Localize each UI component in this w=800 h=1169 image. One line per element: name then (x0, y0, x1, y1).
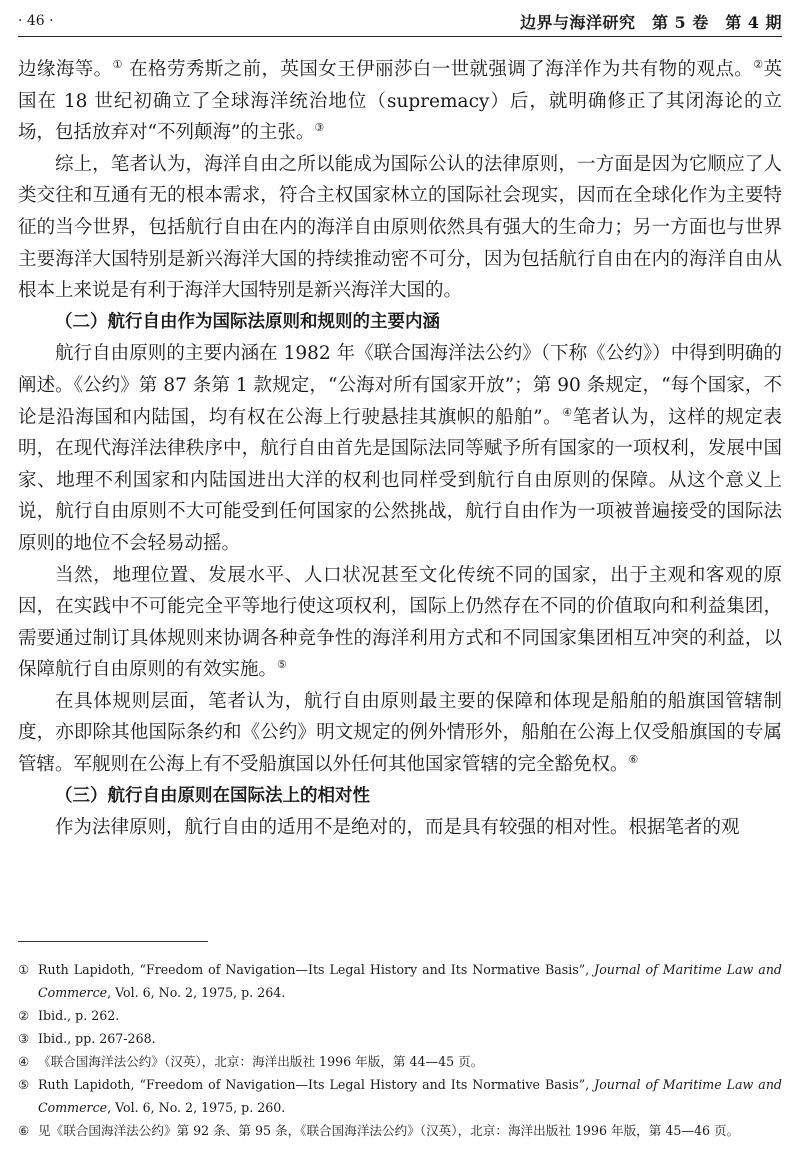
page-number: · 46 · (18, 13, 54, 29)
footnote-mark: ④ (18, 1054, 30, 1069)
section-heading: （二）航行自由作为国际法原则和规则的主要内涵 (55, 311, 440, 332)
section-heading: （三）航行自由原则在国际法上的相对性 (55, 785, 370, 806)
footnote-item (18, 1050, 782, 1073)
paragraph: 当然，地理位置、发展水平、人口状况甚至文化传统不同的国家，出于主观和客观的原因，在实践中不可能完全平等地行使这项权利，国际上仍然存在不同的价值取向和利益集团，需要通过制订具体规则来协调各种竞争性的海洋利用方式和不同国家集团相互冲突的利益，以保障航行自由原则的有效实施。⑤ (18, 564, 782, 681)
footnote-text: 《联合国海洋法公约》（汉英），北京：海洋出版社 1996 年版，第 44—45 页。 (38, 1054, 484, 1069)
journal-issue: 边界与海洋研究 第 5 卷 第 4 期 (519, 13, 782, 32)
paragraph: 在具体规则层面，笔者认为，航行自由原则最主要的保障和体现是船舶的船旗国管辖制度，亦即除其他国际条约和《公约》明文规定的例外情形外，船舶在公海上仅受船旗国的专属管辖。军舰则在公海上有不受船旗国以外任何其他国家管辖的完全豁免权。⑥ (18, 690, 782, 776)
paragraph: 边缘海等。① 在格劳秀斯之前，英国女王伊丽莎白一世就强调了海洋作为共有物的观点。②英国在 18 世纪初确立了全球海洋统治地位（supremacy）后，就明确修正了其闭海论的立场，包括放弃对“不列颠海”的主张。③ (18, 58, 782, 144)
footnote-ref[interactable]: ② (753, 58, 764, 71)
footnote-text: Ruth Lapidoth, “Freedom of Navigation—Its Legal History and Its Normative Basis”, Journal of Maritime Law and Commerce, Vol. 6, No. 2, 1975, p. 264. (38, 962, 782, 1000)
paragraph: 作为法律原则，航行自由的适用不是绝对的，而是具有较强的相对性。根据笔者的观 (55, 817, 740, 839)
footnote-item (18, 1073, 782, 1119)
footnote-item (18, 1027, 782, 1050)
footnote-mark: ① (18, 962, 30, 977)
footnote-mark: ⑥ (18, 1123, 30, 1138)
footnote-text: 见《联合国海洋法公约》第 92 条、第 95 条，《联合国海洋法公约》（汉英），北京：海洋出版社 1996 年版，第 45—46 页。 (38, 1123, 740, 1138)
footnote-text: Ibid., p. 262. (38, 1008, 120, 1023)
footnote-mark: ⑤ (18, 1077, 30, 1092)
footnote-text: Ibid., pp. 267-268. (38, 1031, 156, 1046)
footnote-divider (18, 941, 208, 942)
footnote-mark: ② (18, 1008, 30, 1023)
article-body (18, 54, 782, 844)
footnote-ref[interactable]: ③ (314, 121, 325, 135)
paragraph: 综上，笔者认为，海洋自由之所以能成为国际公认的法律原则，一方面是因为它顺应了人类交往和互通有无的根本需求，符合主权国家林立的国际社会现实，因而在全球化作为主要特征的当今世界，包括航行自由在内的海洋自由原则依然具有强大的生命力；另一方面也与世界主要海洋大国特别是新兴海洋大国的持续推动密不可分，因为包括航行自由在内的海洋自由从根本上来说是有利于海洋大国特别是新兴海洋大国的。 (18, 153, 782, 302)
footnotes (18, 958, 782, 1142)
footnote-ref[interactable]: ⑤ (277, 658, 287, 672)
footnote-item (18, 1119, 782, 1142)
footnote-item (18, 1004, 782, 1027)
footnote-mark: ③ (18, 1031, 30, 1046)
footnote-ref[interactable]: ⑥ (628, 753, 639, 767)
footnote-text: Ruth Lapidoth, “Freedom of Navigation—Its Legal History and Its Normative Basis”, Journal of Maritime Law and Commerce, Vol. 6, No. 2, 1975, p. 260. (38, 1077, 782, 1115)
footnote-ref[interactable]: ① (112, 58, 123, 71)
footnote-ref[interactable]: ④ (562, 405, 573, 419)
footnote-item (18, 958, 782, 1004)
running-header (18, 10, 782, 37)
paragraph: 航行自由原则的主要内涵在 1982 年《联合国海洋法公约》（下称《公约》）中得到明确的阐述。《公约》第 87 条第 1 款规定，“公海对所有国家开放”；第 90 条规定，“每个国家，不论是沿海国和内陆国，均有权在公海上行驶悬挂其旗帜的船舶”。④笔者认为，这样的规定表明，在现代海洋法律秩序中，航行自由首先是国际法同等赋予所有国家的一项权利，发展中国家、地理不利国家和内陆国进出大洋的权利也同样受到航行自由原则的保障。从这个意义上说，航行自由原则不大可能受到任何国家的公然挑战，航行自由作为一项被普遍接受的国际法原则的地位不会轻易动摇。 (18, 343, 782, 554)
